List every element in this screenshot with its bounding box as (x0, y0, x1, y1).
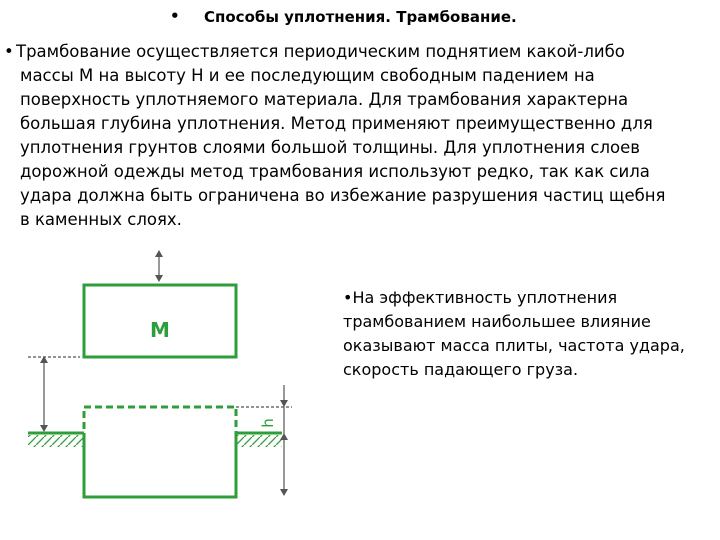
paragraph-text (4, 40, 704, 232)
note-bullet: • (343, 288, 353, 307)
note-line: трамбованием наибольшее влияние (343, 312, 651, 331)
paragraph-line: большая глубина уплотнения. Метод применяют преимущественно для (20, 114, 653, 133)
drop-height-dimension (28, 356, 80, 432)
main-paragraph (4, 40, 704, 232)
paragraph-line: массы М на высоту Н и ее последующим свободным падением на (20, 66, 595, 85)
paragraph-line: удара должна быть ограничена во избежание разрушения частиц щебня (20, 186, 666, 205)
compacted-block (84, 433, 236, 497)
mass-label: М (150, 318, 170, 342)
paragraph-line: дорожной одежды метод трамбования используют редко, так как сила (20, 162, 650, 181)
note-text: На эффективность уплотнения (352, 288, 618, 307)
title-bullet: • (170, 7, 180, 25)
effectiveness-note (343, 286, 713, 382)
depth-label: h (259, 418, 277, 428)
note-line: оказывают масса плиты, частота удара, (343, 336, 685, 355)
paragraph-line: поверхность уплотняемого материала. Для трамбования характерна (20, 90, 629, 109)
tamping-diagram (20, 245, 310, 535)
paragraph-bullet: • (4, 42, 14, 61)
note-line: скорость падающего груза. (343, 360, 579, 379)
ground-surface (28, 433, 282, 447)
note-line-1 (343, 286, 713, 310)
paragraph-line: уплотнения грунтов слоями большой толщины. Для уплотнения слоев (20, 138, 640, 157)
impact-block-outline (84, 407, 236, 497)
paragraph-line: в каменных слоях. (20, 210, 182, 229)
title-text: Способы уплотнения. Трамбование. (204, 8, 517, 26)
paragraph-line: Трамбование осуществляется периодическим поднятием какой-либо (16, 42, 625, 61)
top-dimension-arrow (155, 250, 163, 282)
